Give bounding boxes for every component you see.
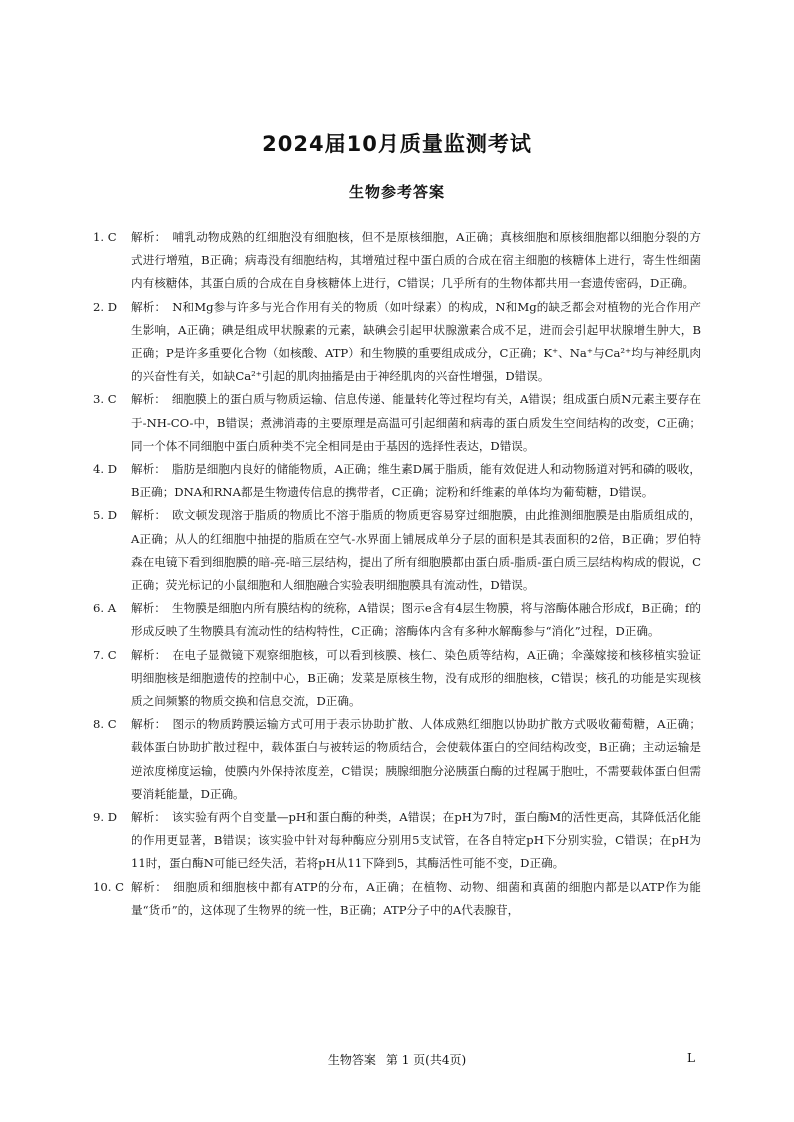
answer-text: 哺乳动物成熟的红细胞没有细胞核，但不是原核细胞，A正确；真核细胞和原核细胞都以细胞分裂的方式进行增殖，B正确；病毒没有细胞结构，其增殖过程中蛋白质的合成在宿主细胞的核糖体上进行，寄生性细菌内有核糖体，其蛋白质的合成在自身核糖体上进行，C错误；几乎所有的生物体都共用一套遗传密码，D正确。 xyxy=(131,230,701,291)
answer-list xyxy=(93,226,701,922)
answer-item xyxy=(93,597,701,643)
answer-number: 5. D xyxy=(93,508,118,523)
answer-text: N和Mg参与许多与光合作用有关的物质（如叶绿素）的构成，N和Mg的缺乏都会对植物的光合作用产生影响，A正确；碘是组成甲状腺素的元素，缺碘会引起甲状腺激素合成不足，进而会引起甲状腺增生肿大，B正确；P是许多重要化合物（如核酸、ATP）和生物膜的重要组成成分，C正确；K⁺、Na⁺与Ca²⁺均与神经肌肉的兴奋性有关，如缺Ca²⁺引起的肌肉抽搐是由于神经肌肉的兴奋性增强，D错误。 xyxy=(131,299,701,384)
answer-number: 6. A xyxy=(93,601,117,616)
page-title: 2024届10月质量监测考试 xyxy=(262,132,532,156)
answer-number: 7. C xyxy=(93,647,117,662)
answer-text: 图示的物质跨膜运输方式可用于表示协助扩散、人体成熟红细胞以协助扩散方式吸收葡萄糖，A正确；载体蛋白协助扩散过程中，载体蛋白与被转运的物质结合，会使载体蛋白的空间结构改变，B正确；主动运输是逆浓度梯度运输，使膜内外保持浓度差，C错误；胰腺细胞分泌胰蛋白酶的过程属于胞吐，不需要载体蛋白但需要消耗能量，D正确。 xyxy=(131,717,701,801)
answer-item xyxy=(93,876,701,922)
answer-text: 细胞膜上的蛋白质与物质运输、信息传递、能量转化等过程均有关，A错误；组成蛋白质N元素主要存在于-NH-CO-中，B错误；煮沸消毒的主要原理是高温可引起细菌和病毒的蛋白质发生空间结构的改变，C正确；同一个体不同细胞中蛋白质种类不完全相同是由于基因的选择性表达，D错误。 xyxy=(131,392,701,453)
answer-label: 解析： xyxy=(131,392,166,407)
answer-text: 该实验有两个自变量—pH和蛋白酶的种类，A错误；在pH为7时，蛋白酶M的活性更高，其降低活化能的作用更显著，B错误；该实验中针对每种酶应分别用5支试管，在各自特定pH下分别实验，C错误；在pH为11时，蛋白酶N可能已经失活，若将pH从11下降到5，其酶活性可能不变，D正确。 xyxy=(131,810,701,871)
answer-label: 解析： xyxy=(131,647,167,662)
answer-item xyxy=(93,296,701,389)
page-subtitle: 生物参考答案 xyxy=(348,183,445,201)
answer-number: 4. D xyxy=(93,462,118,477)
answer-label: 解析： xyxy=(131,717,167,732)
footer-corner-mark: L xyxy=(687,1051,695,1065)
page-footer xyxy=(0,1051,794,1068)
answer-text: 脂肪是细胞内良好的储能物质，A正确；维生素D属于脂质，能有效促进人和动物肠道对钙和磷的吸收，B正确；DNA和RNA都是生物遗传信息的携带者，C正确；淀粉和纤维素的单体均为葡萄糖，D错误。 xyxy=(131,462,701,500)
answer-text: 生物膜是细胞内所有膜结构的统称，A错误；图示e含有4层生物膜，将与溶酶体融合形成f，B正确；f的形成反映了生物膜具有流动性的结构特性，C正确；溶酶体内含有多种水解酶参与“消化”过程，D正确。 xyxy=(131,601,701,639)
answer-label: 解析： xyxy=(131,299,167,314)
answer-number: 1. C xyxy=(93,230,117,244)
answer-item xyxy=(93,458,701,504)
answer-number: 8. C xyxy=(93,717,117,732)
footer-subject: 生物答案 xyxy=(327,1053,376,1067)
answer-label: 解析： xyxy=(131,810,166,825)
answer-item xyxy=(93,644,701,714)
answer-item xyxy=(93,806,701,876)
answer-number: 2. D xyxy=(93,299,118,314)
answer-label: 解析： xyxy=(131,601,166,616)
answer-label: 解析： xyxy=(131,508,167,523)
answer-label: 解析： xyxy=(131,462,166,477)
answer-item xyxy=(93,226,701,296)
answer-number: 3. C xyxy=(93,392,117,407)
answer-text: 细胞质和细胞核中都有ATP的分布，A正确；在植物、动物、细菌和真菌的细胞内都是以ATP作为能量“货币”的，这体现了生物界的统一性，B正确；ATP分子中的A代表腺苷， xyxy=(131,879,701,917)
answer-item xyxy=(93,713,701,806)
answer-text: 在电子显微镜下观察细胞核，可以看到核膜、核仁、染色质等结构，A正确；伞藻嫁接和核移植实验证明细胞核是细胞遗传的控制中心，B正确；发菜是原核生物，没有成形的细胞核，C错误；核孔的功能是实现核质之间频繁的物质交换和信息交流，D正确。 xyxy=(131,647,701,709)
answer-item xyxy=(93,504,701,597)
answer-item xyxy=(93,388,701,458)
answer-text: 欧文顿发现溶于脂质的物质比不溶于脂质的物质更容易穿过细胞膜，由此推测细胞膜是由脂质组成的，A正确；从人的红细胞中抽提的脂质在空气-水界面上铺展成单分子层的面积是其表面积的2倍，B正确；罗伯特森在电镜下看到细胞膜的暗-亮-暗三层结构，提出了所有细胞膜都由蛋白质-脂质-蛋白质三层结构构成的假说，C正确；荧光标记的小鼠细胞和人细胞融合实验表明细胞膜具有流动性，D错误。 xyxy=(131,508,701,593)
answer-number: 10. C xyxy=(93,879,124,894)
answer-label: 解析： xyxy=(131,879,168,894)
answer-number: 9. D xyxy=(93,810,118,825)
footer-page-number: 第 1 页(共4页) xyxy=(385,1053,467,1067)
answer-label: 解析： xyxy=(131,230,167,244)
